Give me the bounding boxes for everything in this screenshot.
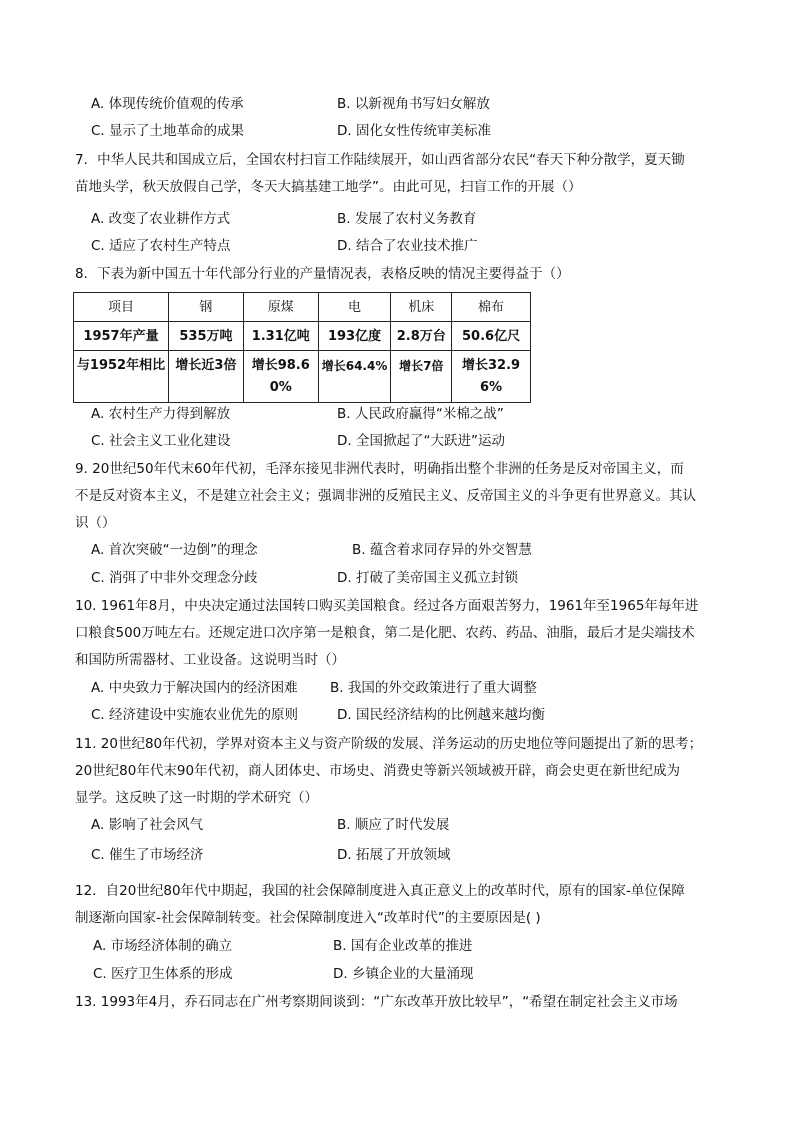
- q8-stem-line1: 8．下表为新中国五十年代部分行业的产量情况表，表格反映的情况主要得益于（）: [75, 266, 570, 282]
- q11-option-a: A. 影响了社会风气: [91, 817, 204, 833]
- q11-option-c: C. 催生了市场经济: [91, 847, 204, 863]
- table-cell: 棉布: [452, 293, 531, 322]
- q11-stem-line1: 11. 20世纪80年代初，学界对资本主义与资产阶级的发展、洋务运动的历史地位等问题提出了新的思考；: [75, 736, 703, 752]
- production-table: [73, 292, 531, 403]
- q9-stem-line3: 识（）: [75, 515, 116, 531]
- q7-stem-line2: 苗地头学，秋天放假自己学，冬天大搞基建工地学”。由此可见，扫盲工作的开展（）: [75, 179, 582, 195]
- q12-stem-line1: 12．自20世纪80年代中期起，我国的社会保障制度进入真正意义上的改革时代，原有的国家-单位保障: [75, 883, 685, 899]
- q8-option-b: B. 人民政府赢得“米棉之战”: [337, 406, 504, 422]
- q10-stem-line1: 10. 1961年8月，中央决定通过法国转口购买美国粮食。经过各方面艰苦努力，1961年至1965年每年进: [75, 598, 699, 614]
- q12-stem-line2: 制逐渐向国家-社会保障制转变。社会保障制度进入“改革时代”的主要原因是( ): [75, 910, 541, 926]
- q6-option-c: C. 显示了土地革命的成果: [91, 123, 245, 139]
- q10-stem-line3: 和国防所需器材、工业设备。这说明当时（）: [75, 652, 345, 668]
- q11-option-d: D. 拓展了开放领域: [337, 847, 451, 863]
- q10-option-d: D. 国民经济结构的比例越来越均衡: [337, 707, 545, 723]
- table-row: [74, 351, 531, 403]
- q9-option-a: A. 首次突破“一边倒”的理念: [91, 542, 258, 558]
- table-cell: 机床: [391, 293, 452, 322]
- table-cell: 1.31亿吨: [243, 322, 318, 351]
- table-cell: 增长7倍: [391, 351, 452, 403]
- table-cell: 与1952年相比: [74, 351, 169, 403]
- q6-option-a: A. 体现传统价值观的传承: [91, 96, 244, 112]
- q11-stem-line2: 20世纪80年代末90年代初，商人团体史、市场史、消费史等新兴领域被开辟，商会史更在新世纪成为: [75, 763, 681, 779]
- q9-stem-line2: 不是反对资本主义，不是建立社会主义；强调非洲的反殖民主义、反帝国主义的斗争更有世界意义。其认: [75, 488, 696, 504]
- q9-option-d: D. 打破了美帝国主义孤立封锁: [337, 570, 518, 586]
- table-cell: 增长64.4%: [318, 351, 391, 403]
- q12-option-c: C. 医疗卫生体系的形成: [93, 966, 233, 982]
- table-cell: 535万吨: [169, 322, 244, 351]
- table-cell: 增长近3倍: [169, 351, 244, 403]
- q9-stem-line1: 9. 20世纪50年代末60年代初，毛泽东接见非洲代表时，明确指出整个非洲的任务是反对帝国主义，而: [75, 461, 684, 477]
- q6-option-d: D. 固化女性传统审美标准: [337, 123, 491, 139]
- table-cell: 50.6亿尺: [452, 322, 531, 351]
- q7-option-d: D. 结合了农业技术推广: [337, 238, 478, 254]
- table-header-row: [74, 293, 531, 322]
- q10-stem-line2: 口粮食500万吨左右。还规定进口次序第一是粮食，第二是化肥、农药、药品、油脂，最后才是尖端技术: [75, 625, 695, 641]
- table-row: [74, 322, 531, 351]
- q7-option-c: C. 适应了农村生产特点: [91, 238, 231, 254]
- q9-option-b: B. 蕴含着求同存异的外交智慧: [352, 542, 532, 558]
- q12-option-b: B. 国有企业改革的推进: [333, 938, 473, 954]
- q13-stem-line1: 13. 1993年4月，乔石同志在广州考察期间谈到：“广东改革开放比较早”，“希望在制定社会主义市场: [75, 994, 678, 1010]
- table-cell: 原煤: [243, 293, 318, 322]
- q12-option-d: D. 乡镇企业的大量涌现: [333, 966, 474, 982]
- q8-option-c: C. 社会主义工业化建设: [91, 433, 231, 449]
- q11-stem-line3: 显学。这反映了这一时期的学术研究（）: [75, 790, 318, 806]
- q8-option-a: A. 农村生产力得到解放: [91, 406, 231, 422]
- q9-option-c: C. 消弭了中非外交理念分歧: [91, 570, 258, 586]
- q7-option-a: A. 改变了农业耕作方式: [91, 211, 231, 227]
- table-cell: 2.8万台: [391, 322, 452, 351]
- q12-option-a: A. 市场经济体制的确立: [93, 938, 233, 954]
- table-cell: 增长98.60%: [243, 351, 318, 403]
- table-cell: 电: [318, 293, 391, 322]
- table-cell: 193亿度: [318, 322, 391, 351]
- table-cell: 钢: [169, 293, 244, 322]
- table-cell: 项目: [74, 293, 169, 322]
- q7-stem-line1: 7．中华人民共和国成立后，全国农村扫盲工作陆续展开，如山西省部分农民“春天下种分散学，夏天锄: [75, 152, 685, 168]
- q8-option-d: D. 全国掀起了“大跃进”运动: [337, 433, 505, 449]
- q10-option-a: A. 中央致力于解决国内的经济困难: [91, 680, 298, 696]
- table-cell: 1957年产量: [74, 322, 169, 351]
- q6-option-b: B. 以新视角书写妇女解放: [337, 96, 490, 112]
- q10-option-b: B. 我国的外交政策进行了重大调整: [330, 680, 537, 696]
- q7-option-b: B. 发展了农村义务教育: [337, 211, 477, 227]
- table-cell: 增长32.96%: [452, 351, 531, 403]
- q10-option-c: C. 经济建设中实施农业优先的原则: [91, 707, 299, 723]
- q11-option-b: B. 顺应了时代发展: [337, 817, 450, 833]
